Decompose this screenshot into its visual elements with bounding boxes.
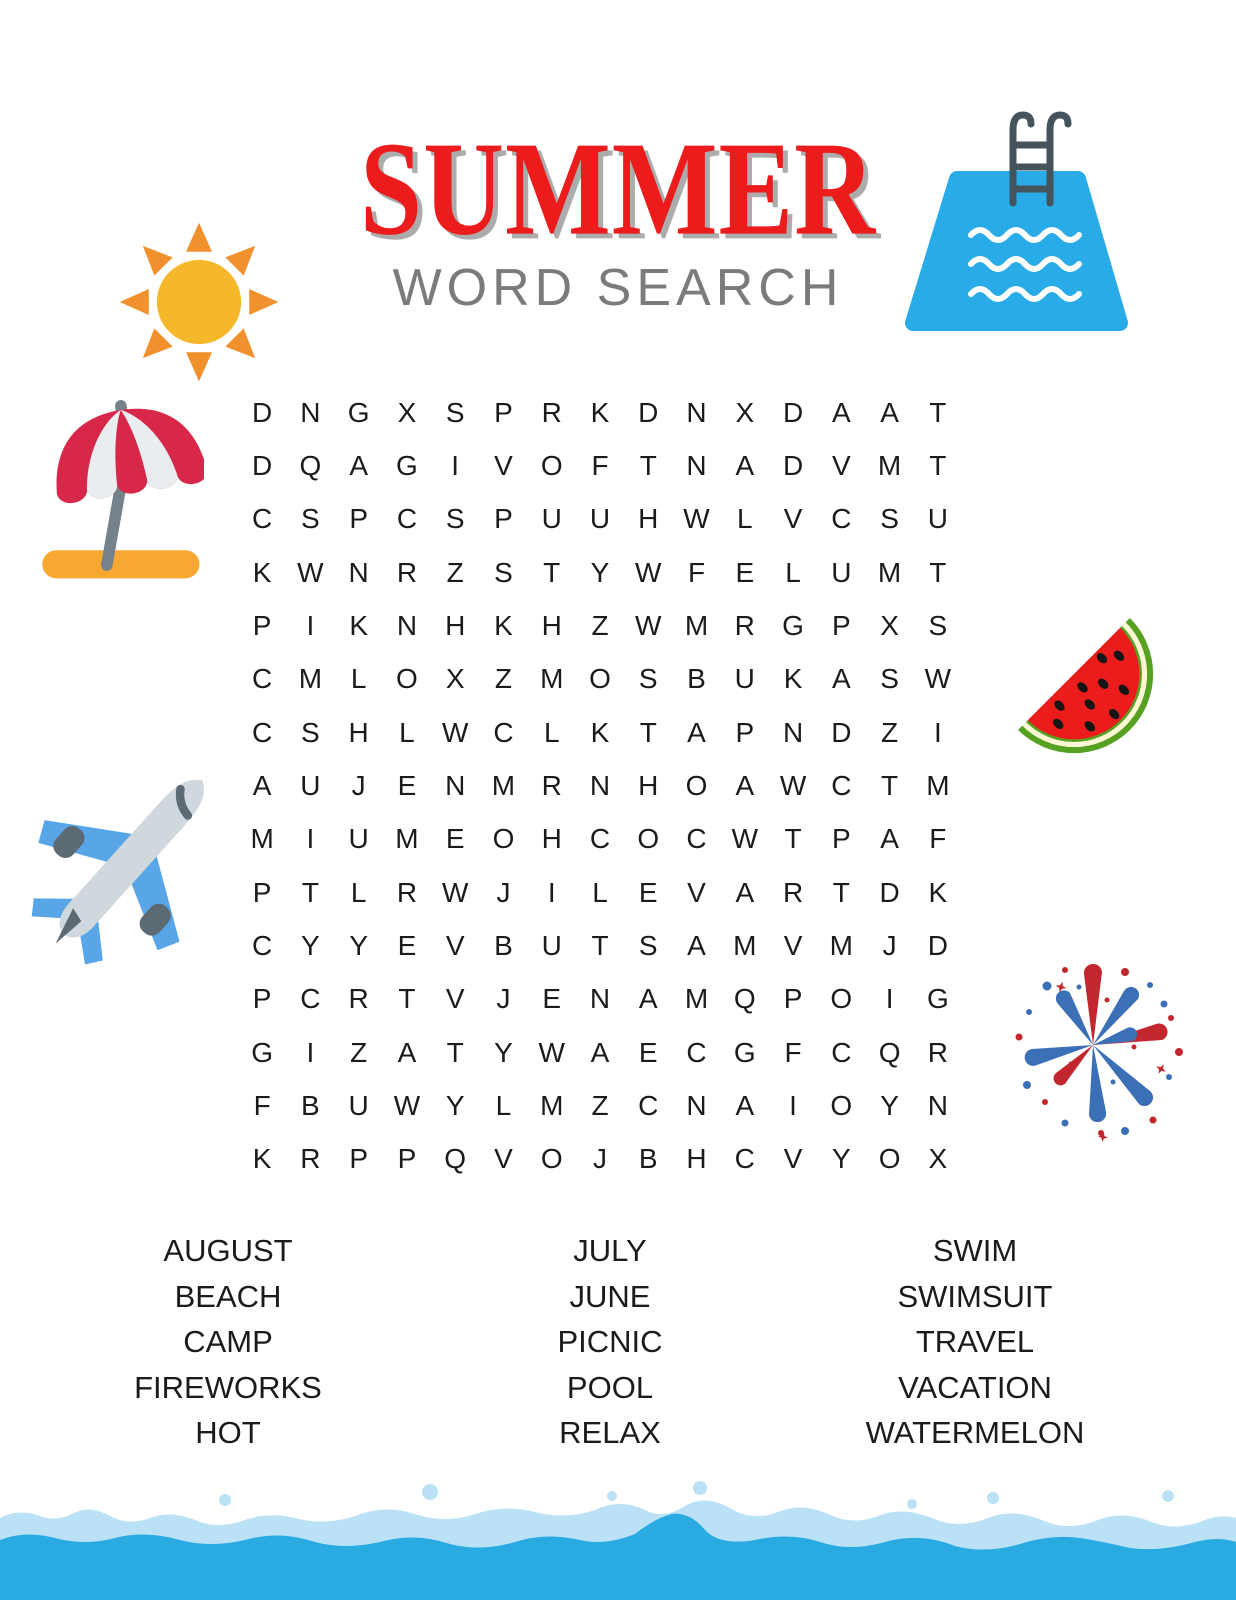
grid-letter: M (877, 449, 902, 481)
ocean-wave-footer (0, 1478, 1236, 1600)
grid-letter: W (441, 716, 469, 748)
grid-letter: O (492, 823, 515, 855)
grid-letter: Z (350, 1036, 368, 1068)
grid-letter: R (782, 876, 804, 908)
grid-letter: P (252, 876, 272, 908)
grid-letter: L (350, 663, 367, 695)
grid-letter: I (933, 716, 942, 748)
grid-letter: U (734, 663, 755, 695)
grid-letter: Y (349, 929, 368, 961)
grid-letter: A (735, 1089, 755, 1121)
grid-letter: G (926, 983, 949, 1015)
grid-letter: O (637, 823, 660, 855)
grid-letter: C (831, 1036, 852, 1068)
grid-letter: O (396, 663, 418, 695)
grid-letter: W (779, 769, 807, 801)
grid-letter: O (540, 449, 563, 481)
grid-letter: L (495, 1089, 512, 1121)
grid-letter: V (783, 503, 803, 535)
grid-letter: I (451, 449, 460, 481)
grid-letter: P (494, 503, 513, 535)
grid-letter: Y (301, 929, 320, 961)
grid-letter: W (635, 556, 662, 588)
grid-letter: P (252, 609, 272, 641)
grid-letter: O (685, 769, 708, 801)
grid-letter: Z (591, 609, 609, 641)
grid-letter: H (348, 716, 369, 748)
grid-letter: Z (494, 663, 513, 695)
grid-letter: U (348, 823, 369, 855)
page-title: SUMMER (359, 114, 877, 264)
grid-letter: D (782, 449, 804, 481)
grid-letter: D (782, 396, 804, 428)
grid-letter: O (540, 1143, 563, 1175)
grid-letter: N (782, 716, 804, 748)
grid-letter: V (494, 449, 513, 481)
grid-letter: J (496, 876, 511, 908)
grid-letter: S (880, 663, 899, 695)
grid-letter: C (396, 503, 418, 535)
grid-letter: A (638, 983, 658, 1015)
grid-letter: M (540, 663, 564, 695)
grid-letter: A (687, 929, 706, 961)
grid-letter: T (929, 449, 947, 481)
word-list-item: VACATION (898, 1369, 1052, 1405)
grid-letter: E (445, 823, 465, 855)
grid-letter: S (301, 716, 320, 748)
grid-letter: Q (444, 1143, 467, 1175)
grid-letter: K (590, 716, 610, 748)
grid-letter: Q (733, 983, 756, 1015)
grid-letter: M (250, 823, 274, 855)
grid-letter: O (878, 1143, 901, 1175)
grid-letter: R (541, 769, 562, 801)
grid-letter: T (832, 876, 850, 908)
grid-letter: C (252, 663, 273, 695)
grid-letter: K (590, 396, 610, 428)
grid-letter: S (494, 556, 513, 588)
grid-letter: S (638, 663, 658, 695)
grid-letter: M (684, 609, 709, 641)
grid-letter: U (831, 556, 852, 588)
grid-letter: H (638, 503, 659, 535)
grid-letter: S (445, 503, 465, 535)
grid-letter: V (687, 876, 706, 908)
grid-letter: F (687, 556, 706, 588)
grid-letter: R (927, 1036, 948, 1068)
grid-letter: S (880, 503, 899, 535)
grid-letter: Z (881, 716, 899, 748)
grid-letter: T (881, 769, 899, 801)
grid-letter: V (445, 929, 465, 961)
grid-letter: D (879, 876, 900, 908)
grid-letter: I (547, 876, 556, 908)
grid-letter: A (349, 449, 368, 481)
grid-letter: U (541, 929, 562, 961)
grid-letter: N (348, 556, 369, 588)
grid-letter: P (397, 1143, 417, 1175)
grid-letter: N (300, 396, 321, 428)
grid-letter: V (783, 1143, 803, 1175)
grid-letter: M (491, 769, 516, 801)
grid-letter: M (926, 769, 950, 801)
grid-letter: N (589, 769, 611, 801)
word-list (0, 1228, 1236, 1458)
grid-letter: A (397, 1036, 417, 1068)
grid-letter: N (686, 449, 707, 481)
grid-letter: T (543, 556, 561, 588)
fireworks-icon (1003, 942, 1193, 1147)
grid-letter: G (347, 396, 370, 428)
grid-letter: R (300, 1143, 321, 1175)
grid-letter: H (541, 609, 562, 641)
grid-letter: V (494, 1143, 513, 1175)
grid-letter: U (348, 1089, 369, 1121)
grid-letter: X (928, 1143, 948, 1175)
word-list-item: WATERMELON (865, 1415, 1085, 1450)
grid-letter: N (927, 1089, 948, 1121)
grid-letter: T (446, 1036, 464, 1068)
grid-letter: F (591, 449, 609, 481)
grid-letter: L (399, 716, 415, 748)
grid-letter: N (445, 769, 466, 801)
grid-letter: A (735, 769, 755, 801)
grid-letter: K (252, 1143, 272, 1175)
grid-letter: A (831, 663, 851, 695)
word-search-grid (238, 386, 962, 1186)
grid-letter: P (831, 823, 851, 855)
grid-letter: H (541, 823, 562, 855)
grid-letter: A (880, 396, 899, 428)
grid-letter: F (929, 823, 947, 855)
grid-letter: B (494, 929, 513, 961)
grid-letter: J (351, 769, 366, 801)
grid-letter: X (880, 609, 899, 641)
grid-letter: Q (878, 1036, 901, 1068)
grid-letter: B (638, 1143, 658, 1175)
grid-letter: D (927, 929, 948, 961)
word-list-item: TRAVEL (915, 1324, 1035, 1359)
grid-letter: P (349, 503, 368, 535)
grid-letter: W (393, 1089, 421, 1121)
grid-letter: C (686, 1036, 707, 1068)
grid-letter: O (589, 663, 611, 695)
grid-letter: D (831, 716, 852, 748)
grid-letter: T (929, 396, 947, 428)
word-list-item: BEACH (174, 1278, 282, 1314)
grid-letter: Y (831, 1143, 851, 1175)
grid-letter: N (589, 983, 611, 1015)
grid-letter: G (782, 609, 804, 641)
grid-letter: S (928, 609, 948, 641)
grid-letter: B (301, 1089, 320, 1121)
grid-letter: U (927, 503, 948, 535)
grid-letter: J (882, 929, 897, 961)
grid-letter: R (396, 556, 418, 588)
grid-letter: V (783, 929, 803, 961)
grid-letter: E (397, 929, 417, 961)
grid-letter: Y (880, 1089, 899, 1121)
airplane-icon (20, 748, 238, 976)
grid-letter: W (924, 663, 952, 695)
grid-letter: L (350, 876, 367, 908)
grid-letter: V (445, 983, 465, 1015)
grid-letter: I (885, 983, 894, 1015)
grid-letter: Y (494, 1036, 513, 1068)
grid-letter: U (589, 503, 611, 535)
word-list-item: POOL (566, 1369, 654, 1405)
grid-letter: L (592, 876, 608, 908)
grid-letter: T (639, 449, 657, 481)
grid-letter: U (541, 503, 562, 535)
grid-letter: M (733, 929, 757, 961)
grid-letter: C (831, 503, 852, 535)
grid-letter: P (783, 983, 803, 1015)
grid-letter: P (349, 1143, 368, 1175)
grid-letter: D (252, 396, 273, 428)
grid-letter: M (395, 823, 419, 855)
grid-letter: W (441, 876, 469, 908)
watermelon-icon (988, 588, 1160, 760)
grid-letter: K (349, 609, 368, 641)
grid-letter: E (638, 1036, 658, 1068)
word-list-item: SWIMSUIT (897, 1278, 1053, 1314)
grid-letter: D (252, 449, 273, 481)
word-list-item: JUNE (569, 1278, 651, 1314)
grid-letter: I (789, 1089, 797, 1121)
grid-letter: X (397, 396, 417, 428)
grid-letter: T (591, 929, 609, 961)
grid-letter: W (297, 556, 324, 588)
grid-letter: Q (299, 449, 322, 481)
grid-letter: C (252, 503, 273, 535)
grid-letter: J (496, 983, 511, 1015)
grid-letter: R (396, 876, 418, 908)
grid-letter: C (734, 1143, 755, 1175)
grid-letter: N (396, 609, 418, 641)
beach-umbrella-icon (36, 398, 204, 580)
grid-letter: A (252, 769, 272, 801)
word-list-item: FIREWORKS (134, 1369, 322, 1405)
grid-letter: E (735, 556, 755, 588)
grid-letter: X (735, 396, 755, 428)
word-list-item: AUGUST (163, 1233, 293, 1268)
grid-letter: K (252, 556, 272, 588)
grid-letter: C (638, 1089, 659, 1121)
word-list-column (400, 1228, 820, 1456)
grid-letter: C (831, 769, 852, 801)
grid-letter: F (253, 1089, 271, 1121)
grid-letter: A (880, 823, 899, 855)
grid-letter: D (638, 396, 659, 428)
grid-letter: Z (591, 1089, 609, 1121)
grid-letter: K (494, 609, 513, 641)
grid-letter: A (687, 716, 706, 748)
grid-letter: E (542, 983, 562, 1015)
grid-letter: S (301, 503, 320, 535)
grid-letter: V (831, 449, 851, 481)
grid-letter: H (445, 609, 466, 641)
grid-letter: M (684, 983, 709, 1015)
grid-letter: H (638, 769, 659, 801)
grid-letter: G (251, 1036, 274, 1068)
grid-letter: A (735, 876, 755, 908)
grid-letter: B (687, 663, 706, 695)
grid-letter: L (785, 556, 801, 588)
grid-letter: A (735, 449, 755, 481)
grid-letter: C (300, 983, 321, 1015)
grid-letter: T (929, 556, 947, 588)
grid-letter: T (301, 876, 319, 908)
grid-letter: O (830, 1089, 853, 1121)
grid-letter: O (830, 983, 853, 1015)
grid-letter: T (398, 983, 416, 1015)
swimming-pool-icon (893, 103, 1140, 338)
grid-letter: T (639, 716, 657, 748)
grid-letter: K (783, 663, 803, 695)
word-list-item: CAMP (183, 1324, 273, 1359)
grid-letter: N (686, 1089, 707, 1121)
grid-letter: Y (445, 1089, 465, 1121)
grid-letter: W (538, 1036, 565, 1068)
grid-letter: P (494, 396, 513, 428)
page-subtitle: WORD SEARCH (392, 259, 844, 317)
grid-letter: A (590, 1036, 610, 1068)
grid-letter: M (877, 556, 902, 588)
word-list-item: HOT (195, 1415, 261, 1450)
grid-letter: M (829, 929, 853, 961)
grid-letter: N (686, 396, 707, 428)
grid-letter: E (397, 769, 417, 801)
grid-letter: C (589, 823, 611, 855)
grid-letter: G (396, 449, 418, 481)
grid-letter: R (348, 983, 369, 1015)
word-list-item: SWIM (932, 1233, 1018, 1268)
grid-letter: C (493, 716, 514, 748)
grid-letter: P (735, 716, 755, 748)
grid-letter: Y (590, 556, 610, 588)
grid-letter: M (298, 663, 323, 695)
grid-letter: F (784, 1036, 802, 1068)
grid-letter: W (683, 503, 710, 535)
grid-letter: K (928, 876, 948, 908)
grid-letter: L (737, 503, 753, 535)
word-list-item: RELAX (559, 1415, 661, 1450)
grid-letter: R (541, 396, 562, 428)
grid-letter: E (638, 876, 658, 908)
grid-letter: U (300, 769, 321, 801)
grid-letter: A (831, 396, 851, 428)
grid-letter: C (686, 823, 707, 855)
grid-letter: R (734, 609, 755, 641)
grid-letter: W (731, 823, 758, 855)
word-list-item: JULY (573, 1233, 647, 1268)
grid-letter: M (540, 1089, 564, 1121)
grid-letter: L (543, 716, 560, 748)
grid-letter: S (638, 929, 658, 961)
grid-letter: H (686, 1143, 707, 1175)
grid-letter: C (252, 929, 273, 961)
word-list-column (765, 1228, 1185, 1456)
grid-letter: I (306, 609, 315, 641)
grid-letter: I (306, 823, 315, 855)
grid-letter: J (592, 1143, 607, 1175)
grid-letter: G (733, 1036, 756, 1068)
grid-letter: P (252, 983, 272, 1015)
grid-letter: W (635, 609, 662, 641)
grid-letter: X (445, 663, 465, 695)
grid-letter: I (306, 1036, 315, 1068)
grid-letter: P (831, 609, 851, 641)
word-list-column (18, 1228, 438, 1456)
grid-letter: C (252, 716, 273, 748)
grid-letter: S (445, 396, 465, 428)
word-list-item: PICNIC (557, 1324, 663, 1359)
grid-letter: Z (446, 556, 464, 588)
grid-letter: T (784, 823, 802, 855)
